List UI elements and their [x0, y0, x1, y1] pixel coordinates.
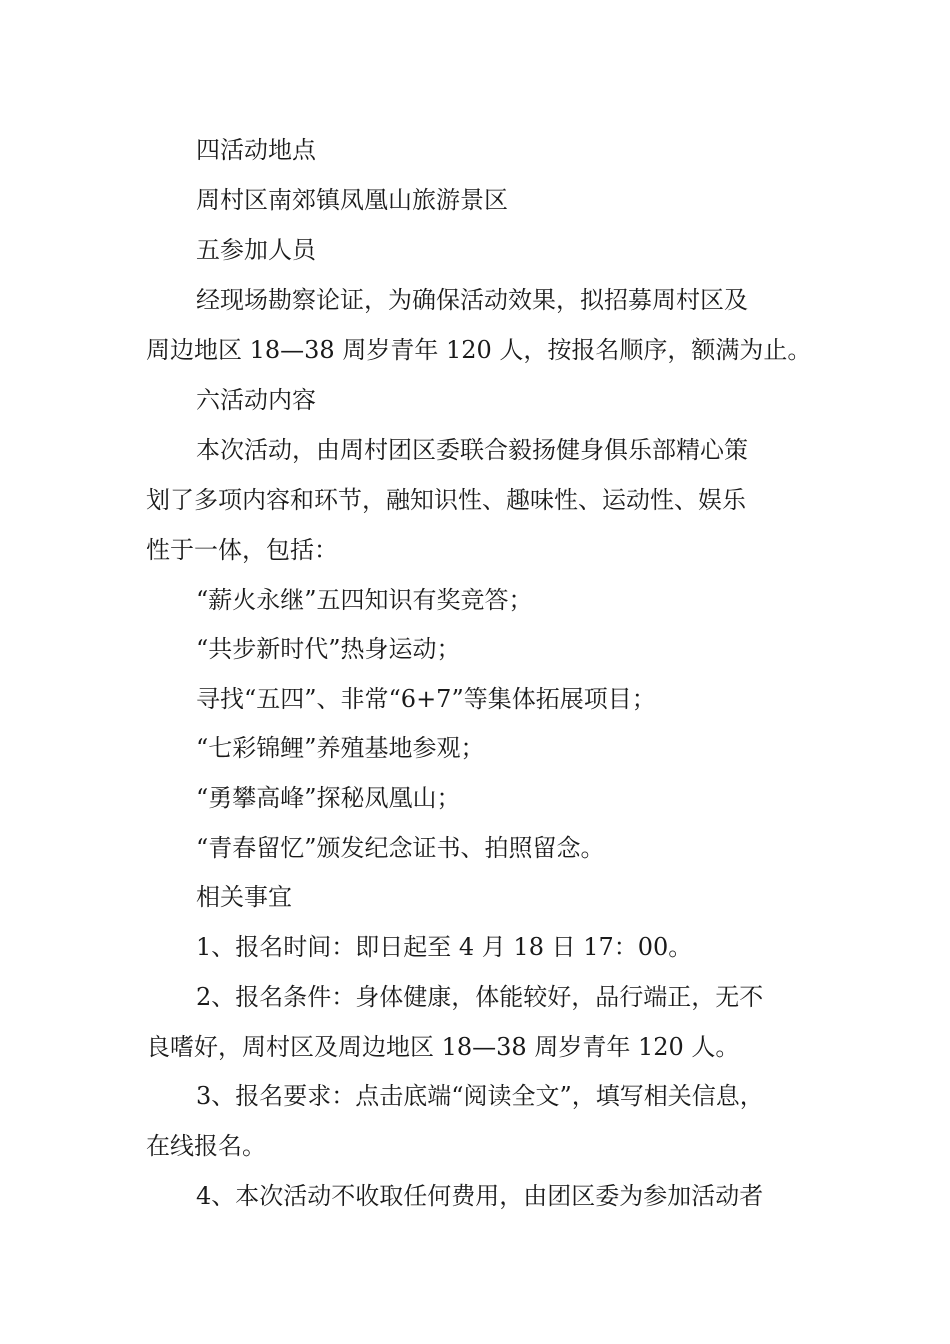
list-item: 寻找“五四”、非常“6+7”等集体拓展项目； — [196, 685, 656, 713]
paragraph-line: 在线报名。 — [146, 1132, 266, 1160]
section-heading-participants: 五参加人员 — [196, 236, 316, 264]
list-item: “薪火永继”五四知识有奖竞答； — [196, 586, 533, 614]
paragraph-line: 2、报名条件：身体健康，体能较好，品行端正，无不 — [196, 983, 764, 1011]
paragraph-line: 本次活动，由周村团区委联合毅扬健身俱乐部精心策 — [196, 436, 748, 464]
list-item: “共步新时代”热身运动； — [196, 635, 461, 663]
paragraph-line: 4、本次活动不收取任何费用，由团区委为参加活动者 — [196, 1182, 764, 1210]
list-item: “七彩锦鲤”养殖基地参观； — [196, 734, 485, 762]
paragraph-line: 经现场勘察论证，为确保活动效果，拟招募周村区及 — [196, 286, 748, 314]
section-heading-related: 相关事宜 — [196, 883, 292, 911]
paragraph-line: 划了多项内容和环节，融知识性、趣味性、运动性、娱乐 — [146, 486, 746, 514]
section-heading-location: 四活动地点 — [196, 136, 316, 164]
paragraph-line: 周村区南郊镇凤凰山旅游景区 — [196, 186, 508, 214]
list-item: “青春留忆”颁发纪念证书、拍照留念。 — [196, 834, 605, 862]
paragraph-line: 良嗜好，周村区及周边地区 18—38 周岁青年 120 人。 — [146, 1033, 740, 1061]
paragraph-line: 性于一体，包括： — [146, 536, 338, 564]
paragraph-line: 周边地区 18—38 周岁青年 120 人，按报名顺序，额满为止。 — [146, 336, 812, 364]
paragraph-line: 3、报名要求：点击底端“阅读全文”，填写相关信息， — [196, 1082, 764, 1110]
list-item: “勇攀高峰”探秘凤凰山； — [196, 784, 461, 812]
paragraph-line: 1、报名时间：即日起至 4 月 18 日 17：00。 — [196, 933, 693, 961]
section-heading-content: 六活动内容 — [196, 386, 316, 414]
